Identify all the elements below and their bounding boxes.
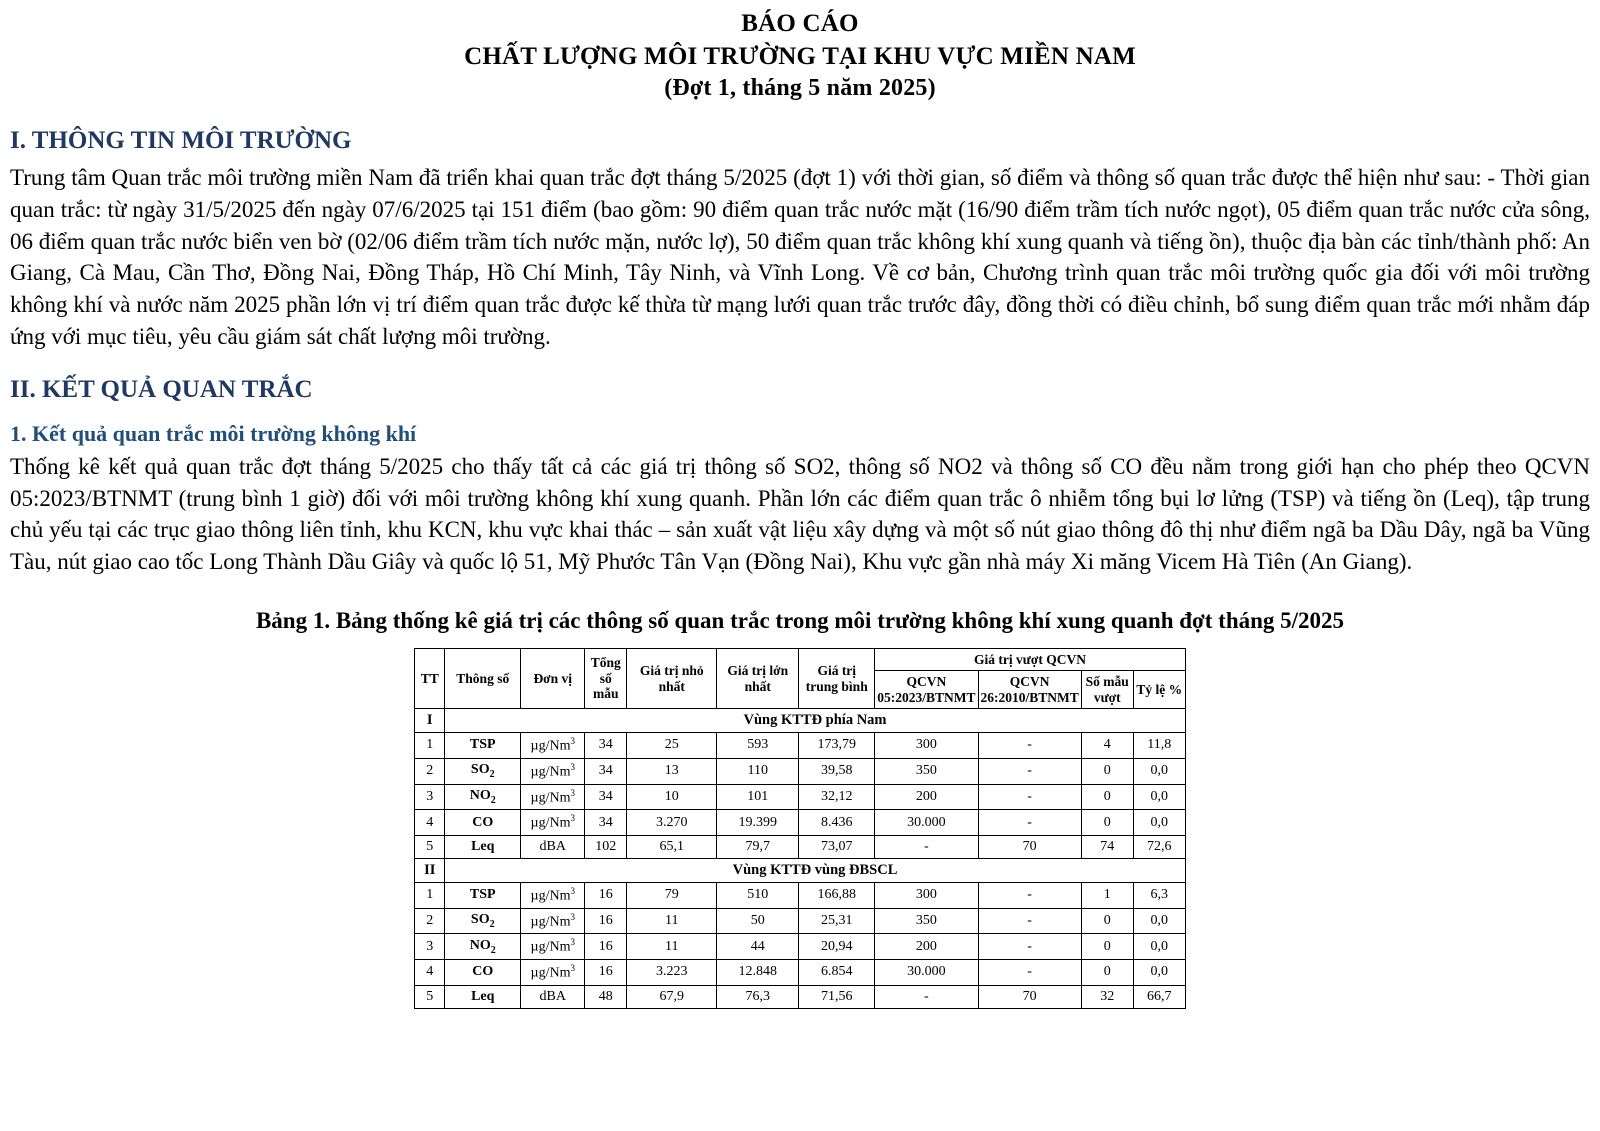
subsection-paragraph-air-quality: Thống kê kết quả quan trắc đợt tháng 5/2025 cho thấy tất cả các giá trị thông số SO2, thông số NO2 và thông số CO đều nằm trong giới hạn cho phép theo QCVN 05:2023/BTNMT (trung bình 1 giờ) đối với môi trường không khí xung quanh. Phần lớn các điểm quan trắc ô nhiễm tổng bụi lơ lửng (TSP) và tiếng ồn (Leq), tập trung chủ yếu tại các trục giao thông liên tỉnh, khu KCN, khu vực khai thác – sản xuất vật liệu xây dựng và một số nút giao thông đô thị như điểm ngã ba Dầu Dây, ngã ba Vũng Tàu, nút giao cao tốc Long Thành Dầu Giây và quốc lộ 51, Mỹ Phước Tân Vạn (Đồng Nai), Khu vực gần nhà máy Xi măng Vicem Hà Tiên (An Giang). bbox=[10, 453, 1590, 575]
row-qcvn05: 350 bbox=[875, 908, 978, 934]
table-row bbox=[415, 960, 1186, 986]
row-qcvn05: 200 bbox=[875, 784, 978, 810]
section-heading-environment-info: I. THÔNG TIN MÔI TRƯỜNG bbox=[10, 127, 352, 155]
row-unit: µg/Nm$^3$ bbox=[521, 733, 585, 759]
row-qcvn26: - bbox=[978, 733, 1081, 759]
subsection-heading-air-quality: 1. Kết quả quan trắc môi trường không khí bbox=[10, 420, 417, 446]
table-row bbox=[415, 934, 1186, 960]
row-avg: 71,56 bbox=[799, 985, 875, 1008]
row-exceed-pct: 0,0 bbox=[1133, 810, 1185, 836]
row-qcvn26: - bbox=[978, 960, 1081, 986]
row-parameter: Leq bbox=[445, 836, 521, 859]
row-min: 25 bbox=[627, 733, 717, 759]
row-exceed-pct: 0,0 bbox=[1133, 758, 1185, 784]
row-qcvn05: 350 bbox=[875, 758, 978, 784]
row-max: 110 bbox=[717, 758, 799, 784]
header-exceed-count: Số mẫu vượt bbox=[1081, 671, 1133, 709]
row-max: 593 bbox=[717, 733, 799, 759]
table-row bbox=[415, 810, 1186, 836]
row-exceed-pct: 11,8 bbox=[1133, 733, 1185, 759]
row-tt: 5 bbox=[415, 836, 445, 859]
row-parameter: Leq bbox=[445, 985, 521, 1008]
row-parameter: $SO_2$ bbox=[445, 908, 521, 934]
header-avg: Giá trị trung bình bbox=[799, 648, 875, 709]
row-avg: 166,88 bbox=[799, 882, 875, 908]
row-total: 16 bbox=[585, 960, 627, 986]
row-max: 76,3 bbox=[717, 985, 799, 1008]
row-avg: 8.436 bbox=[799, 810, 875, 836]
group-index: II bbox=[415, 859, 445, 883]
row-min: 3.270 bbox=[627, 810, 717, 836]
row-total: 48 bbox=[585, 985, 627, 1008]
row-tt: 1 bbox=[415, 733, 445, 759]
row-max: 510 bbox=[717, 882, 799, 908]
row-qcvn26: 70 bbox=[978, 985, 1081, 1008]
table-header-row-1 bbox=[415, 648, 1186, 671]
table-row bbox=[415, 758, 1186, 784]
row-qcvn26: - bbox=[978, 882, 1081, 908]
row-exceed-count: 0 bbox=[1081, 784, 1133, 810]
document-title bbox=[10, 8, 1590, 104]
table-row bbox=[415, 908, 1186, 934]
row-exceed-count: 0 bbox=[1081, 908, 1133, 934]
row-tt: 3 bbox=[415, 784, 445, 810]
row-max: 79,7 bbox=[717, 836, 799, 859]
row-parameter: CO bbox=[445, 810, 521, 836]
table-group-row bbox=[415, 859, 1186, 883]
table-row bbox=[415, 733, 1186, 759]
table-row bbox=[415, 836, 1186, 859]
row-exceed-count: 1 bbox=[1081, 882, 1133, 908]
row-exceed-pct: 66,7 bbox=[1133, 985, 1185, 1008]
row-unit: µg/Nm$^3$ bbox=[521, 882, 585, 908]
row-max: 44 bbox=[717, 934, 799, 960]
table-row bbox=[415, 985, 1186, 1008]
row-total: 34 bbox=[585, 758, 627, 784]
row-qcvn26: - bbox=[978, 810, 1081, 836]
row-unit: µg/Nm$^3$ bbox=[521, 784, 585, 810]
title-line-2: CHẤT LƯỢNG MÔI TRƯỜNG TẠI KHU VỰC MIỀN NAM bbox=[464, 42, 1136, 70]
section-heading-monitoring-results: II. KẾT QUẢ QUAN TRẮC bbox=[10, 375, 313, 403]
row-exceed-pct: 0,0 bbox=[1133, 960, 1185, 986]
row-exceed-pct: 0,0 bbox=[1133, 934, 1185, 960]
table-row bbox=[415, 784, 1186, 810]
air-quality-statistics-table bbox=[414, 648, 1186, 1009]
row-max: 12.848 bbox=[717, 960, 799, 986]
row-tt: 2 bbox=[415, 758, 445, 784]
row-qcvn05: 30.000 bbox=[875, 810, 978, 836]
title-line-3: (Đợt 1, tháng 5 năm 2025) bbox=[664, 75, 936, 101]
row-max: 50 bbox=[717, 908, 799, 934]
row-unit: µg/Nm$^3$ bbox=[521, 960, 585, 986]
row-unit: dBA bbox=[521, 836, 585, 859]
row-tt: 3 bbox=[415, 934, 445, 960]
row-avg: 6.854 bbox=[799, 960, 875, 986]
table-body bbox=[415, 709, 1186, 1009]
row-exceed-count: 0 bbox=[1081, 960, 1133, 986]
row-exceed-pct: 0,0 bbox=[1133, 784, 1185, 810]
row-tt: 2 bbox=[415, 908, 445, 934]
row-unit: µg/Nm$^3$ bbox=[521, 934, 585, 960]
row-qcvn05: - bbox=[875, 836, 978, 859]
row-max: 101 bbox=[717, 784, 799, 810]
row-min: 67,9 bbox=[627, 985, 717, 1008]
header-tt: TT bbox=[415, 648, 445, 709]
table-row bbox=[415, 882, 1186, 908]
row-total: 34 bbox=[585, 810, 627, 836]
table-container bbox=[10, 648, 1590, 1009]
title-line-1: BÁO CÁO bbox=[741, 10, 859, 37]
row-avg: 39,58 bbox=[799, 758, 875, 784]
row-total: 34 bbox=[585, 784, 627, 810]
row-unit: µg/Nm$^3$ bbox=[521, 758, 585, 784]
row-avg: 173,79 bbox=[799, 733, 875, 759]
row-parameter: $NO_2$ bbox=[445, 934, 521, 960]
header-max: Giá trị lớn nhất bbox=[717, 648, 799, 709]
group-index: I bbox=[415, 709, 445, 733]
header-total-samples: Tổng số mẫu bbox=[585, 648, 627, 709]
row-min: 11 bbox=[627, 934, 717, 960]
row-qcvn05: 300 bbox=[875, 733, 978, 759]
row-parameter: $SO_2$ bbox=[445, 758, 521, 784]
row-unit: µg/Nm$^3$ bbox=[521, 810, 585, 836]
row-total: 34 bbox=[585, 733, 627, 759]
row-tt: 4 bbox=[415, 960, 445, 986]
row-qcvn05: 200 bbox=[875, 934, 978, 960]
table-header bbox=[415, 648, 1186, 709]
row-min: 10 bbox=[627, 784, 717, 810]
row-tt: 1 bbox=[415, 882, 445, 908]
header-qcvn05: QCVN 05:2023/BTNMT bbox=[875, 671, 978, 709]
table-caption: Bảng 1. Bảng thống kê giá trị các thông số quan trắc trong môi trường không khí xung quanh đợt tháng 5/2025 bbox=[255, 607, 1345, 633]
row-exceed-count: 0 bbox=[1081, 934, 1133, 960]
row-avg: 25,31 bbox=[799, 908, 875, 934]
row-qcvn26: - bbox=[978, 934, 1081, 960]
header-exceed-group: Giá trị vượt QCVN bbox=[875, 648, 1186, 671]
row-qcvn26: 70 bbox=[978, 836, 1081, 859]
row-exceed-pct: 72,6 bbox=[1133, 836, 1185, 859]
row-exceed-count: 74 bbox=[1081, 836, 1133, 859]
row-tt: 4 bbox=[415, 810, 445, 836]
row-parameter: CO bbox=[445, 960, 521, 986]
row-min: 11 bbox=[627, 908, 717, 934]
row-parameter: TSP bbox=[445, 882, 521, 908]
header-min: Giá trị nhỏ nhất bbox=[627, 648, 717, 709]
row-min: 13 bbox=[627, 758, 717, 784]
row-parameter: TSP bbox=[445, 733, 521, 759]
row-avg: 73,07 bbox=[799, 836, 875, 859]
row-max: 19.399 bbox=[717, 810, 799, 836]
row-parameter: $NO_2$ bbox=[445, 784, 521, 810]
row-min: 79 bbox=[627, 882, 717, 908]
row-qcvn05: 300 bbox=[875, 882, 978, 908]
row-unit: dBA bbox=[521, 985, 585, 1008]
row-exceed-count: 32 bbox=[1081, 985, 1133, 1008]
row-qcvn26: - bbox=[978, 908, 1081, 934]
row-exceed-count: 0 bbox=[1081, 810, 1133, 836]
row-unit: µg/Nm$^3$ bbox=[521, 908, 585, 934]
group-name: Vùng KTTĐ vùng ĐBSCL bbox=[445, 859, 1186, 883]
table-group-row bbox=[415, 709, 1186, 733]
row-total: 16 bbox=[585, 908, 627, 934]
group-name: Vùng KTTĐ phía Nam bbox=[445, 709, 1186, 733]
row-avg: 20,94 bbox=[799, 934, 875, 960]
row-exceed-count: 0 bbox=[1081, 758, 1133, 784]
row-avg: 32,12 bbox=[799, 784, 875, 810]
row-qcvn26: - bbox=[978, 758, 1081, 784]
header-exceed-pct: Tỷ lệ % bbox=[1133, 671, 1185, 709]
row-total: 16 bbox=[585, 934, 627, 960]
row-qcvn26: - bbox=[978, 784, 1081, 810]
row-total: 16 bbox=[585, 882, 627, 908]
row-qcvn05: 30.000 bbox=[875, 960, 978, 986]
header-unit: Đơn vị bbox=[521, 648, 585, 709]
row-tt: 5 bbox=[415, 985, 445, 1008]
row-exceed-pct: 6,3 bbox=[1133, 882, 1185, 908]
section-paragraph-environment-info: Trung tâm Quan trắc môi trường miền Nam đã triển khai quan trắc đợt tháng 5/2025 (đợt 1) với thời gian, số điểm và thông số quan trắc được thể hiện như sau: - Thời gian quan trắc: từ ngày 31/5/2025 đến ngày 07/6/2025 tại 151 điểm (bao gồm: 90 điểm quan trắc nước mặt (16/90 điểm trầm tích nước ngọt), 05 điểm quan trắc nước cửa sông, 06 điểm quan trắc nước biển ven bờ (02/06 điểm trầm tích nước mặn, nước lợ), 50 điểm quan trắc không khí xung quanh và tiếng ồn), thuộc địa bàn các tỉnh/thành phố: An Giang, Cà Mau, Cần Thơ, Đồng Nai, Đồng Tháp, Hồ Chí Minh, Tây Ninh, và Vĩnh Long. Về cơ bản, Chương trình quan trắc môi trường quốc gia đối với môi trường không khí và nước năm 2025 phần lớn vị trí điểm quan trắc được kế thừa từ mạng lưới quan trắc trước đây, đồng thời có điều chỉnh, bổ sung điểm quan trắc mới nhằm đáp ứng với mục tiêu, yêu cầu giám sát chất lượng môi trường. bbox=[10, 165, 1590, 349]
header-parameter: Thông số bbox=[445, 648, 521, 709]
row-qcvn05: - bbox=[875, 985, 978, 1008]
row-min: 65,1 bbox=[627, 836, 717, 859]
row-total: 102 bbox=[585, 836, 627, 859]
row-exceed-pct: 0,0 bbox=[1133, 908, 1185, 934]
row-min: 3.223 bbox=[627, 960, 717, 986]
header-qcvn26: QCVN 26:2010/BTNMT bbox=[978, 671, 1081, 709]
row-exceed-count: 4 bbox=[1081, 733, 1133, 759]
